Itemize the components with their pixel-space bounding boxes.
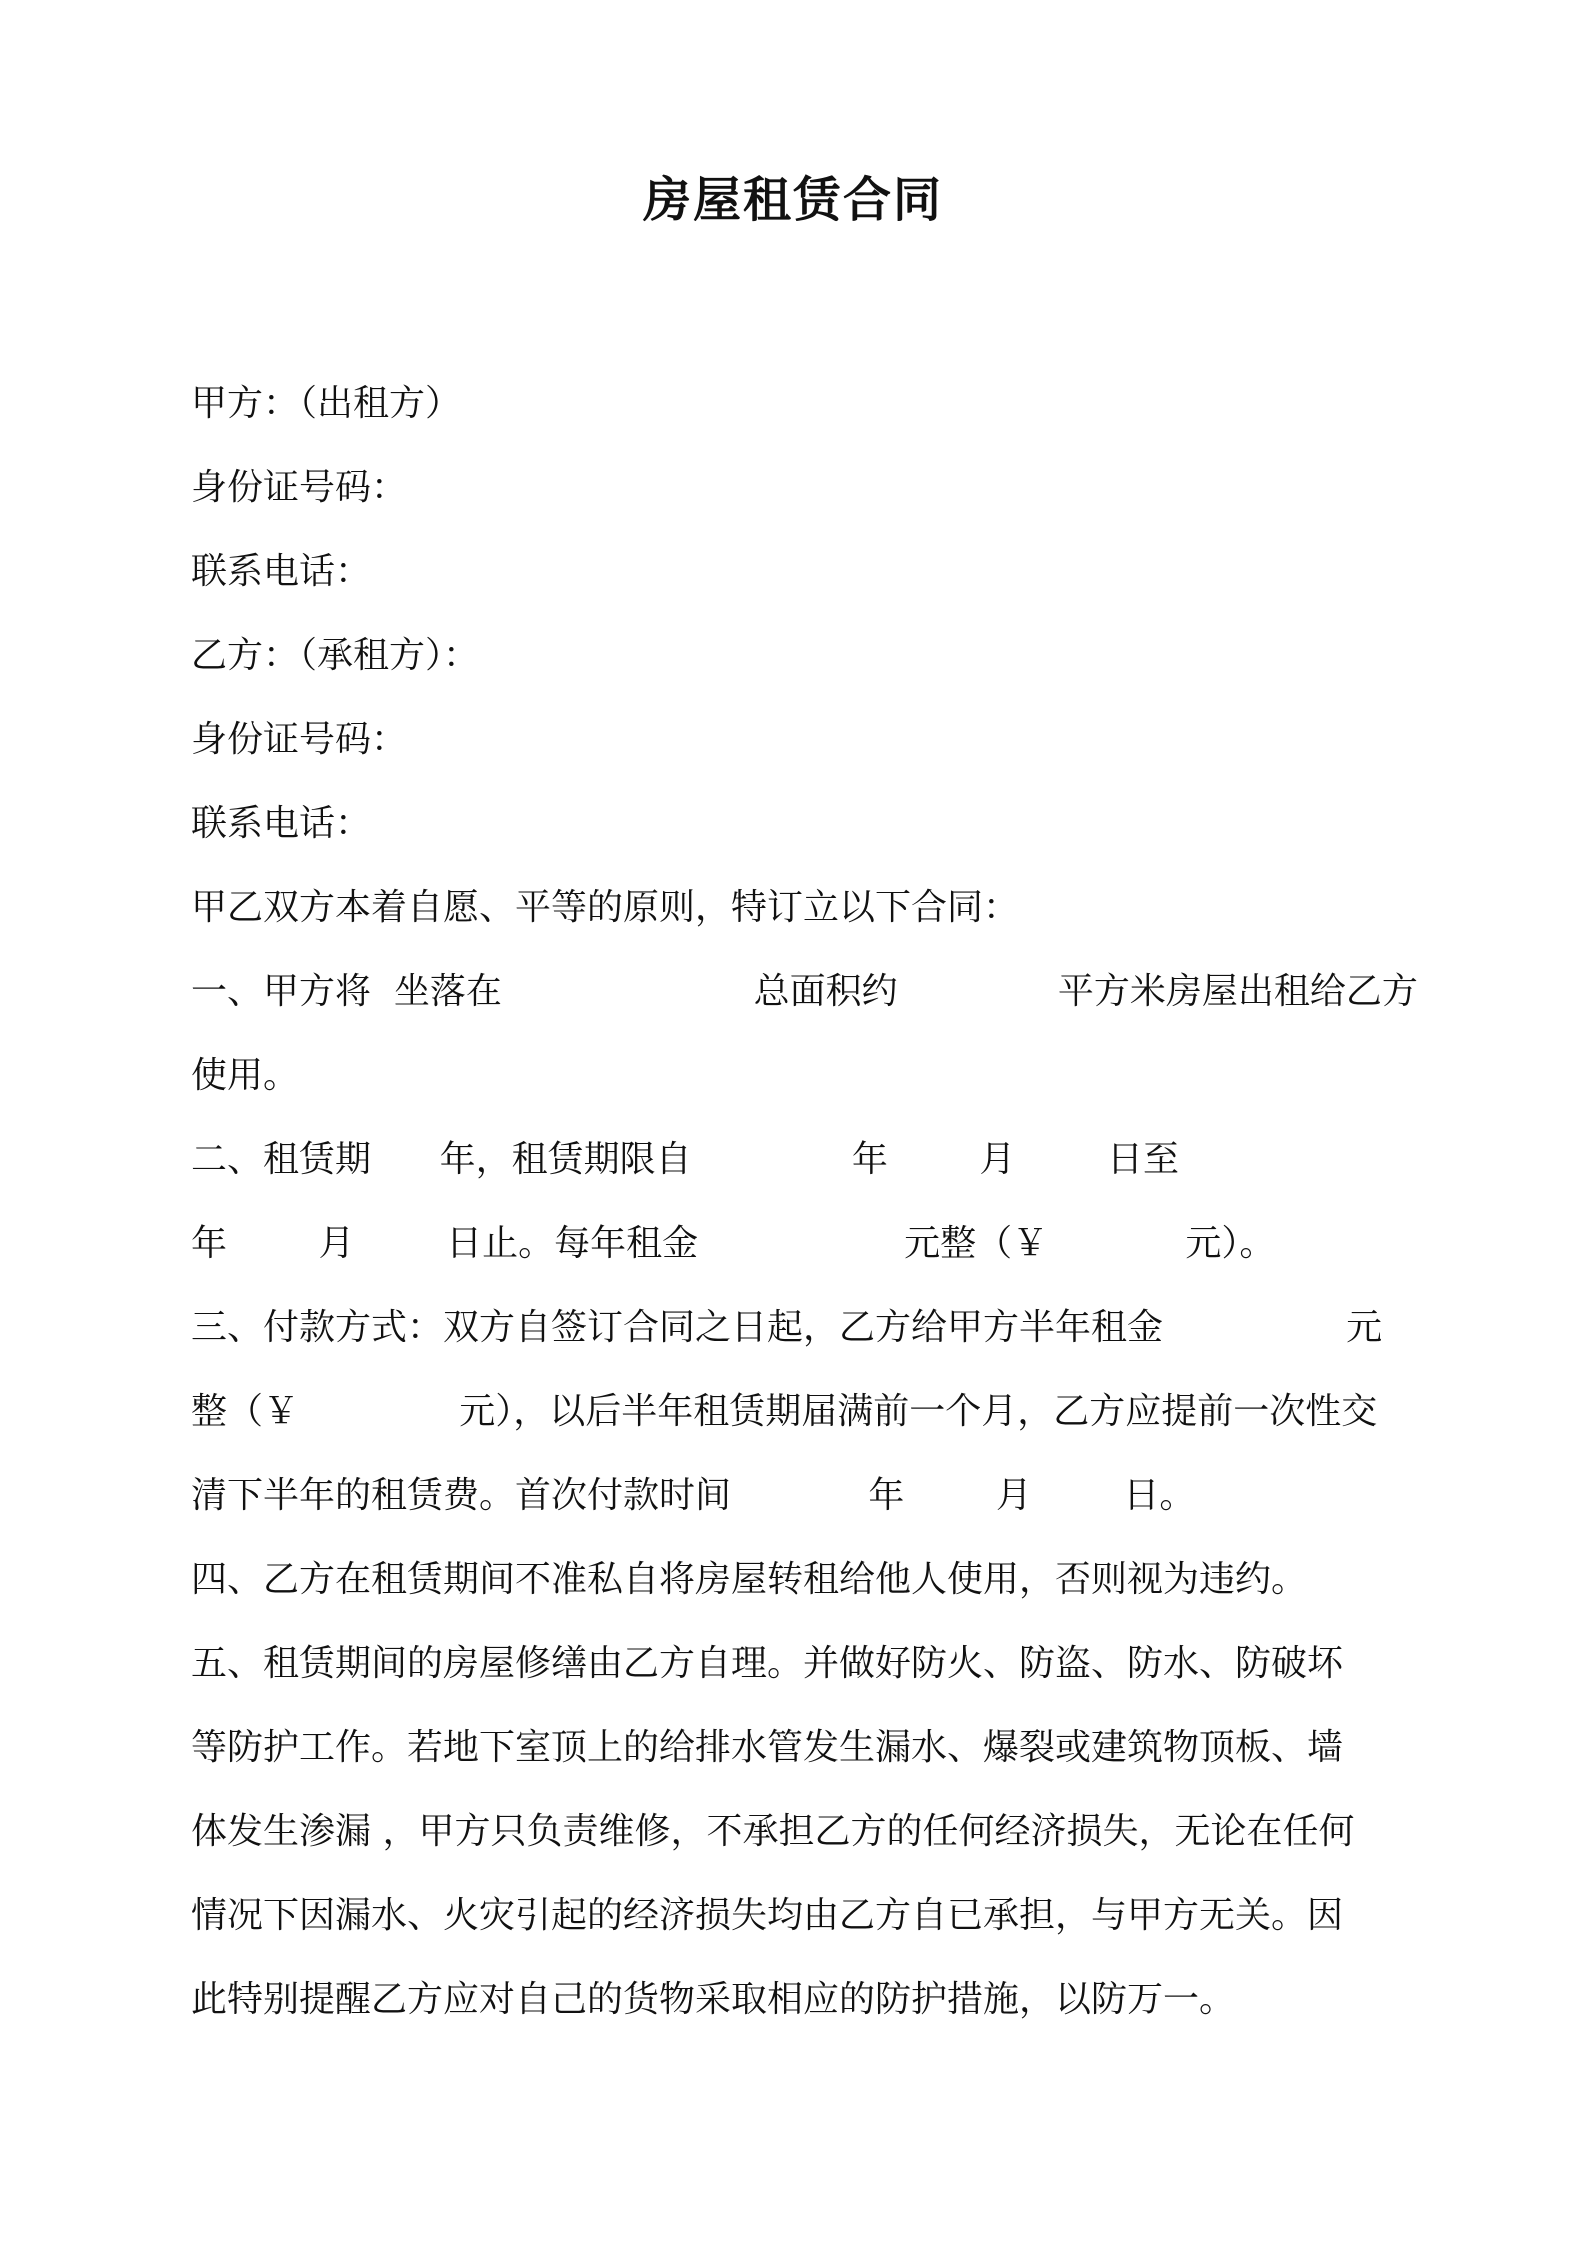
clause-5-line-1 — [191, 1622, 1431, 1706]
clause-1-text-2: 使用。 — [191, 1055, 300, 1096]
clause-5-text-3: 体发生渗漏 ，甲方只负责维修，不承担乙方的任何经济损失，无论在任何 — [191, 1811, 1355, 1852]
clause-3-line-3 — [191, 1454, 1431, 1538]
lessor-phone-label: 联系电话： — [191, 551, 372, 592]
clause-3-text-3: 清下半年的租赁费。首次付款时间 年 月 日。 — [191, 1475, 1196, 1516]
lessor-line — [191, 362, 1431, 446]
clause-2-line-2 — [191, 1202, 1431, 1286]
clause-5-line-4 — [191, 1874, 1431, 1958]
clause-5-text-4: 情况下因漏水、火灾引起的经济损失均由乙方自已承担，与甲方无关。因 — [191, 1895, 1344, 1936]
contract-body — [191, 362, 1431, 2042]
lessee-phone-label: 联系电话： — [191, 803, 372, 844]
lessor-id-label: 身份证号码： — [191, 467, 408, 508]
clause-1-line-2 — [191, 1034, 1431, 1118]
clause-2-line-1 — [191, 1118, 1431, 1202]
clause-3-line-2 — [191, 1370, 1431, 1454]
clause-2-text-2: 年 月 日止。每年租金 元整（￥ 元）。 — [191, 1223, 1276, 1264]
clause-5-line-2 — [191, 1706, 1431, 1790]
clause-2-text-1: 二、租赁期 年，租赁期限自 年 月 日至 — [191, 1139, 1179, 1180]
preamble-text: 甲乙双方本着自愿、平等的原则，特订立以下合同： — [191, 887, 1020, 928]
lessee-label: 乙方：（承租方）： — [191, 635, 480, 676]
clause-1-line-1 — [191, 950, 1431, 1034]
clause-5-text-5: 此特别提醒乙方应对自己的货物采取相应的防护措施，以防万一。 — [191, 1979, 1236, 2020]
lessee-phone-line — [191, 782, 1431, 866]
clause-3-text-1: 三、付款方式：双方自签订合同之日起，乙方给甲方半年租金 元 — [191, 1307, 1383, 1348]
lessor-id-line — [191, 446, 1431, 530]
lessor-phone-line — [191, 530, 1431, 614]
lessor-label: 甲方：（出租方） — [191, 383, 462, 424]
clause-5-text-2: 等防护工作。若地下室顶上的给排水管发生漏水、爆裂或建筑物顶板、墙 — [191, 1727, 1344, 1768]
clause-5-text-1: 五、租赁期间的房屋修缮由乙方自理。并做好防火、防盗、防水、防破坏 — [191, 1643, 1344, 1684]
clause-3-text-2: 整（￥ 元），以后半年租赁期届满前一个月，乙方应提前一次性交 — [191, 1391, 1378, 1432]
clause-5-line-3 — [191, 1790, 1431, 1874]
clause-3-line-1 — [191, 1286, 1431, 1370]
clause-4-text-1: 四、乙方在租赁期间不准私自将房屋转租给他人使用，否则视为违约。 — [191, 1559, 1308, 1600]
clause-1-text-1: 一、甲方将 坐落在 总面积约 平方米房屋出租给乙方 — [191, 971, 1418, 1012]
lessee-id-line — [191, 698, 1431, 782]
preamble-line — [191, 866, 1431, 950]
clause-5-line-5 — [191, 1958, 1431, 2042]
lessee-id-label: 身份证号码： — [191, 719, 408, 760]
clause-4-line-1 — [191, 1538, 1431, 1622]
lessee-line — [191, 614, 1431, 698]
document-title: 房屋租赁合同 — [642, 172, 943, 228]
